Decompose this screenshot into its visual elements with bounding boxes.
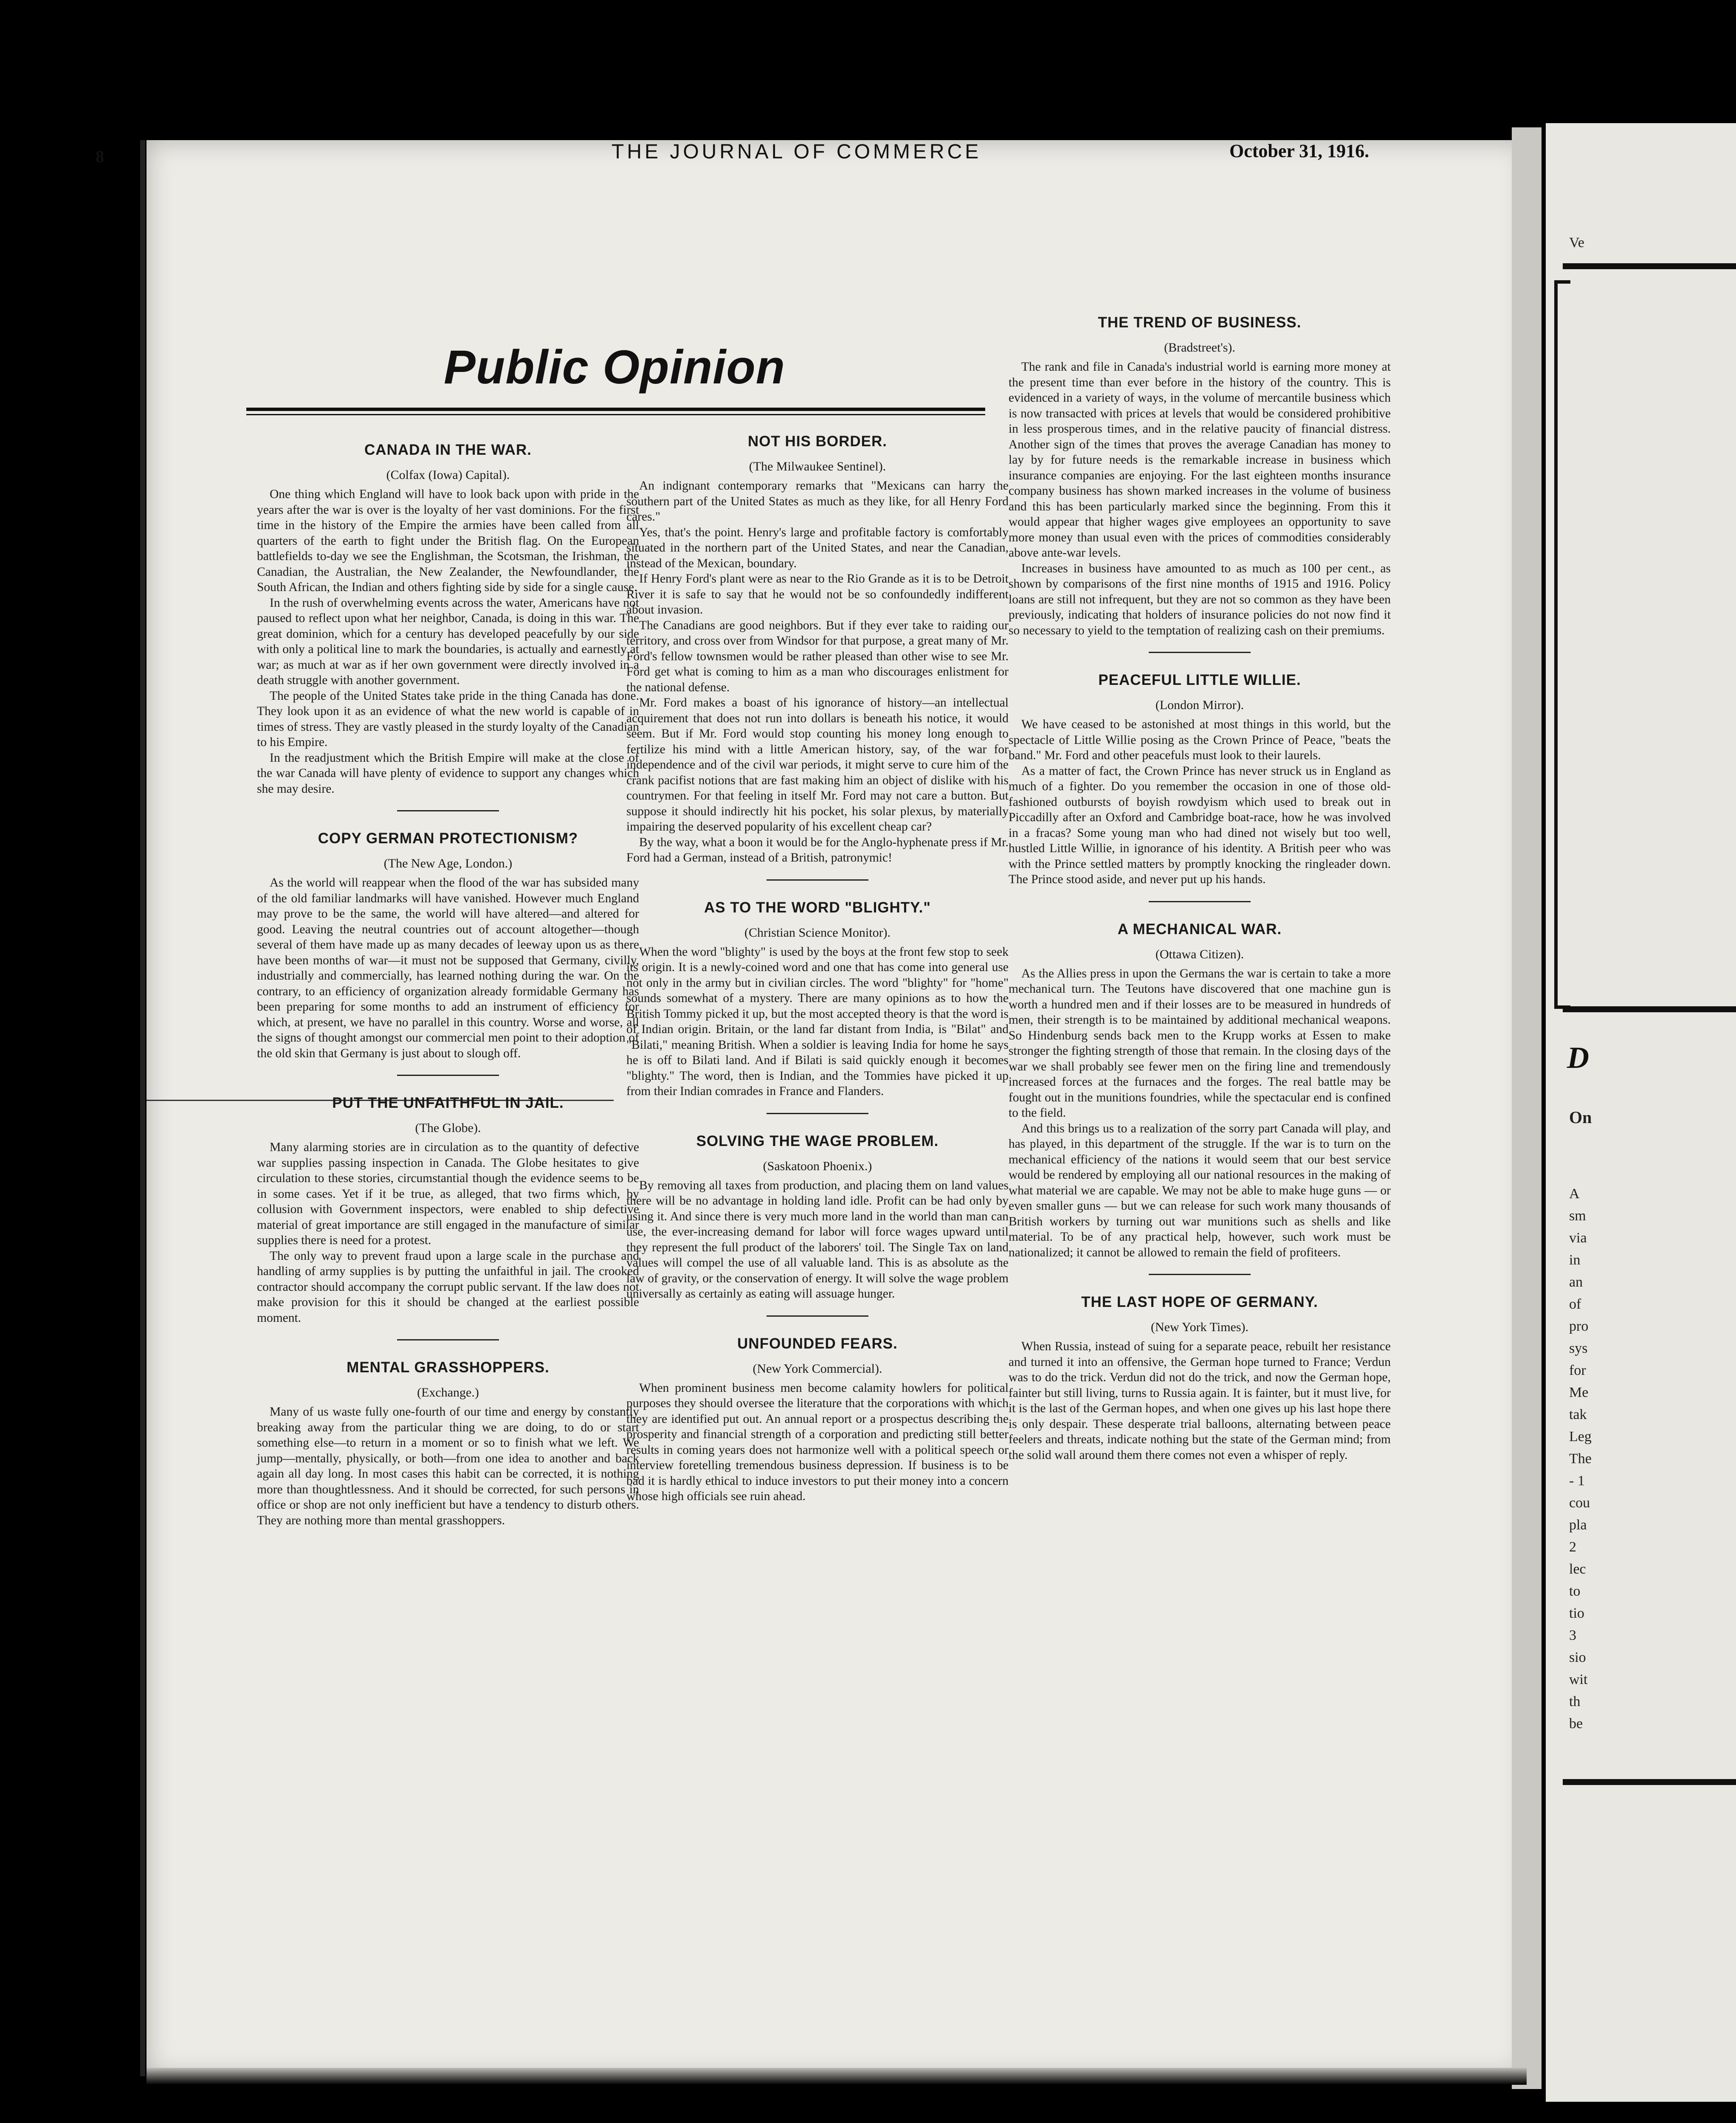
journal-title: THE JOURNAL OF COMMERCE: [612, 141, 982, 163]
article-headline: PUT THE UNFAITHFUL IN JAIL.: [332, 1095, 564, 1111]
article-headline: MENTAL GRASSHOPPERS.: [347, 1359, 550, 1376]
article-paragraph: Many of us waste fully one-fourth of our time and energy by constantly breaking away from the particular thing we are doing, to do or start something else—to return in a moment or so to finish what we left. We jump—mentally, physically, or both—from one idea to another and back again all day long. In most cases this habit can be corrected, it is nothing more than thoughtlessness. And it should be corrected, for such persons in office or shop are not only inefficient but have a tendency to disturb others. They are nothing more than mental grasshoppers.: [257, 1405, 639, 1527]
next-page-rule: [1563, 1006, 1736, 1012]
article-paragraph: As the Allies press in upon the Germans the war is certain to take a more mechanical turn. The Teutons have discovered that one machine gun is worth a hundred men and if their losses are to be measured in hundreds of men, their strength is to be maintained by additional mechanical weapons. So Hindenburg sends back men to the Krupp works at Essen to make stronger the fighting strength of those that remain. In the closing days of the war we shall probably see fewer men on the firing line and tremendously increased forces at the furnaces and the forges. The real battle may be fought out in the munitions foundries, while the spectacular end is confined to the field.: [1009, 966, 1391, 1120]
article-headline: AS TO THE WORD "BLIGHTY.": [704, 899, 931, 916]
article-paragraph: As a matter of fact, the Crown Prince has never struck us in England as much of a fighter. Do you remember the occasion in one of those old-fashioned outbursts of boyish rowdyism which used to break out in Piccadilly after an Oxford and Cambridge boat-race, how he was involved in a fracas? Some young man who had dined not wisely but too well, hustled Little Willie, in ignorance of his identity. A British peer who was with the Prince settled matters by promptly knocking the ringleader down. The Prince stood aside, and never put up his hands.: [1009, 764, 1391, 886]
next-page-fragment: be: [1569, 1716, 1583, 1732]
article-paragraph: Many alarming stories are in circulation as to the quantity of defective war supplies passing inspection in Canada. The Globe hesitates to give circulation to these stories, circumstantial though the evidence seems to be in some cases. Yet if it be true, as alleged, that two firms which, by collusion with Government inspectors, were enabled to ship defective material of great importance are still engaged in the manufacture of similar supplies there is need for a protest.: [257, 1140, 639, 1247]
article-paragraph: We have ceased to be astonished at most things in this world, but the spectacle of Little Willie posing as the Crown Prince of Peace, "beats the band." Mr. Ford and other peacefuls must look to their laurels.: [1009, 718, 1391, 762]
next-page-fragment: Ve: [1569, 235, 1584, 251]
next-page-fragment: sys: [1569, 1340, 1588, 1356]
article-source: (Colfax (Iowa) Capital).: [386, 468, 510, 482]
issue-date: October 31, 1916.: [1229, 141, 1370, 161]
page-number: 8: [96, 147, 104, 166]
article-paragraph: By the way, what a boon it would be for the Anglo-hyphenate press if Mr. Ford had a German, instead of a British, patronymic!: [626, 835, 1009, 864]
article-source: (Bradstreet's).: [1164, 341, 1235, 355]
next-page-fragment: for: [1569, 1363, 1586, 1378]
next-page-fragment: via: [1569, 1230, 1587, 1246]
next-page-fragment: lec: [1569, 1561, 1586, 1577]
next-page-fragment: - 1: [1569, 1473, 1585, 1489]
article: [257, 830, 639, 1061]
article-paragraph: As the world will reappear when the flood of the war has subsided many of the old familiar landmarks will have vanished. However much England may prove to be the same, the world will have altered—and altered for good. Leaving the neutral countries out of account altogether—though several of them have made up as many decades of leeway upon us as there have been months of war—it must not be supposed that Germany, civilly, industrially and commercially, has learned nothing during the war. On the contrary, to an efficiency of organization already formidable Germany has been preparing for some months to add an instrument of efficiency for which, at present, we have no parallel in this country. Worse and worse, all the signs of thought amongst our commercial men point to their adoption of the old skin that Germany is just about to slough off.: [257, 876, 639, 1060]
article-paragraph: The only way to prevent fraud upon a large scale in the purchase and handling of army supplies is by putting the unfaithful in jail. The crooked contractor should accompany the corrupt public servant. If the law does not make provision for this it should be changed at the earliest possible moment.: [257, 1249, 639, 1325]
article-body: [626, 1380, 1009, 1504]
column-2: [626, 433, 1009, 1518]
article: [626, 1335, 1009, 1504]
article-source: (Christian Science Monitor).: [744, 925, 891, 940]
next-page-fragment: Leg: [1569, 1429, 1592, 1444]
article-headline: NOT HIS BORDER.: [747, 433, 888, 450]
article-headline: COPY GERMAN PROTECTIONISM?: [318, 830, 578, 847]
article: [626, 1133, 1009, 1302]
article-separator: [397, 1075, 499, 1076]
next-page-fragment: A: [1569, 1186, 1580, 1202]
article-separator: [1149, 901, 1251, 902]
article-headline: SOLVING THE WAGE PROBLEM.: [696, 1132, 939, 1149]
article-paragraph: An indignant contemporary remarks that "Mexicans can harry the southern part of the United States as much as they like, for all Henry Ford cares.": [626, 479, 1009, 524]
article-paragraph: By removing all taxes from production, and placing them on land values there will be no advantage in holding land idle. Profit can be had only by using it. And since there is very much more land in the world than man can use, the ever-increasing demand for labor will force wages upward until they represent the full product of the laborers' toil. The Single Tax on land values will compel the use of all valuable land. This is as absolute as the law of gravity, or the conservation of energy. It will solve the wage problem universally as certainly as eating will assuage hunger.: [626, 1178, 1009, 1301]
adjacent-page: [1546, 123, 1736, 2102]
article-paragraph: In the readjustment which the British Empire will make at the close of the war Canada will have plenty of evidence to support any changes which she may desire.: [257, 751, 639, 796]
article-body: [257, 1140, 639, 1326]
article-body: [257, 1404, 639, 1528]
article-separator: [1149, 1274, 1251, 1275]
article-body: [1009, 1339, 1391, 1463]
title-rule: [246, 408, 985, 411]
next-page-fragment: th: [1569, 1694, 1581, 1709]
next-page-box: [1554, 280, 1570, 1009]
article-paragraph: Yes, that's the point. Henry's large and profitable factory is comfortably situated in the northern part of the United States, and near the Canadian, instead of the Mexican, boundary.: [626, 525, 1009, 570]
next-page-fragment: pro: [1569, 1318, 1589, 1334]
next-page-fragment: Me: [1569, 1385, 1589, 1400]
article: [257, 1359, 639, 1528]
article: [1009, 921, 1391, 1261]
next-page-fragment: sio: [1569, 1650, 1586, 1665]
next-page-fragment: of: [1569, 1296, 1581, 1312]
next-page-fragment: pla: [1569, 1517, 1587, 1533]
section-title: Public Opinion: [444, 341, 786, 394]
next-page-fragment: cou: [1569, 1495, 1590, 1511]
article-body: [1009, 966, 1391, 1261]
next-page-rule: [1563, 263, 1736, 269]
article-source: (Saskatoon Phoenix.): [763, 1159, 872, 1173]
article-source: (New York Times).: [1150, 1320, 1249, 1334]
title-rule-thin: [246, 414, 985, 415]
article-separator: [1149, 652, 1251, 653]
next-page-fragment: tio: [1569, 1605, 1584, 1621]
article-source: (Exchange.): [417, 1385, 479, 1399]
article: [257, 1095, 639, 1326]
article-paragraph: When prominent business men become calamity howlers for political purposes they should oversee the literature that the corporations with which they are identified put out. An annual report or a prospectus describing the prosperity and financial strength of a corporation and predicting still better results in coming years does not harmonize well with a political speech or interview foretelling tremendous business depression. If business is to be bad it is hardly ethical to induce investors to put their money into a concern whose high officials see ruin ahead.: [626, 1381, 1009, 1503]
article: [1009, 1294, 1391, 1463]
article-paragraph: In the rush of overwhelming events across the water, Americans have not paused to reflect upon what her neighbor, Canada, is doing in this war. The great dominion, which for a century has developed peacefully by our side with only a political line to mark the boundaries, is actually and earnestly at war; as much at war as if her own government were directly involved in a death struggle with another government.: [257, 596, 639, 687]
next-page-fragment: wit: [1569, 1672, 1588, 1687]
article: [257, 442, 639, 797]
article-headline: THE LAST HOPE OF GERMANY.: [1081, 1294, 1318, 1310]
article: [1009, 314, 1391, 638]
article-headline: CANADA IN THE WAR.: [364, 442, 532, 458]
next-page-fragment: to: [1569, 1583, 1581, 1599]
article: [626, 433, 1009, 866]
article-paragraph: Mr. Ford makes a boast of his ignorance of history—an intellectual acquirement that does not run into dollars is beneath his notice, it would seem. But if Mr. Ford would stop counting his money long enough to fertilize his mind with a little American history, say, of the war for independence and of the civil war periods, it might serve to cure him of the crank pacifist notions that are fast making him an object of dislike with his countrymen. For that feeling in itself Mr. Ford may not care a button. But suppose it should indirectly hit his pocket, his solar plexus, by materially impairing the deserved popularity of his excellent cheap car?: [626, 696, 1009, 833]
article-paragraph: The rank and file in Canada's industrial world is earning more money at the present time than ever before in the history of the country. This is evidenced in a variety of ways, in the volume of mercantile business which is now transacted with prices at levels that would be considered prohibitive in less prosperous times, and in the relative paucity of financial distress. Another sign of the times that proves the average Canadian has money to lay by for future needs is the remarkable increase in business which insurance companies are enjoying. For the last eighteen months insurance company business has shown marked increases in the volume of business and this has been particularly marked since the beginning. From this it would appear that higher wages give employees an opportunity to save more money than usual even with the prices of commodities considerably above ante-war levels.: [1009, 360, 1391, 560]
next-page-fragment: an: [1569, 1274, 1583, 1290]
article: [626, 899, 1009, 1099]
article-paragraph: When the word "blighty" is used by the boys at the front few stop to seek its origin. It is a newly-coined word and one that has come into general use not only in the army but in civilian circles. The word "blighty" for "home" sounds somewhat of a mystery. There are many opinions as to how the British Tommy picked it up, but the most accepted theory is that the word is of Indian origin. Britain, or the land far distant from India, is "Bilat" and "Bilati," meaning British. When a soldier is leaving India for home he says he is off to Bilati land. And if Bilati is said quickly enough it becomes "blighty." The word, then is Indian, and the Tommies have picked it up from their Indian comrades in France and Flanders.: [626, 945, 1009, 1098]
article-source: (New York Commercial).: [752, 1361, 882, 1376]
next-page-fragment: 2: [1569, 1539, 1576, 1555]
article-paragraph: The Canadians are good neighbors. But if they ever take to raiding our territory, and cross over from Windsor for that purpose, a great many of Mr. Ford's fellow townsmen would be rather pleased than other wise to see Mr. Ford get what is coming to him as a man who discourages enlistment for the national defense.: [626, 618, 1009, 694]
next-page-rule: [1563, 1779, 1736, 1785]
article-separator: [397, 1339, 499, 1340]
article-separator: [767, 1113, 868, 1114]
page-left-edge: [140, 140, 145, 2076]
article-source: (London Mirror).: [1155, 698, 1244, 712]
column-1: [257, 442, 639, 1542]
next-page-fragment: tak: [1569, 1407, 1587, 1422]
column-3: [1009, 314, 1391, 1476]
article-paragraph: When Russia, instead of suing for a separate peace, rebuilt her resistance and turned it into an offensive, the German hope turned to France; Verdun was to do the trick. Verdun did not do the trick, and now the German hope, fainter but still living, turns to Russia again. It is fainter, but it must live, for it is the last of the German hopes, and when one gives up his last hope there is only despair. These desperate trial balloons, alternating between peace feelers and threats, indicate nothing but the state of the German mind; from the solid wall around them there comes not even a whisper of reply.: [1009, 1340, 1391, 1462]
article-paragraph: And this brings us to a realization of the sorry part Canada will play, and has played, in this department of the struggle. If the war is to turn on the mechanical efficiency of the nations it would seem that our best service would be rendered by employing all our national resources in the making of what material we are capable. We may not be able to make huge guns — or even smaller guns — but we can release for such work many thousands of British workers by turning out war munitions such as shells and like material. To be of any practical help, however, such work must be nationalized; it cannot be allowed to remain the field of profiteers.: [1009, 1121, 1391, 1259]
article: [1009, 672, 1391, 887]
article-source: (The Milwaukee Sentinel).: [749, 459, 886, 473]
page-bottom-edge: [147, 2068, 1527, 2085]
article-body: [257, 487, 639, 797]
next-page-fragment: The: [1569, 1451, 1592, 1467]
next-page-fragment: 3: [1569, 1627, 1576, 1643]
next-page-heading-fragment: D: [1567, 1041, 1589, 1075]
article-headline: A MECHANICAL WAR.: [1117, 921, 1282, 938]
next-page-fragment: sm: [1569, 1208, 1586, 1224]
next-page-fragment: On: [1569, 1108, 1592, 1127]
article-source: (Ottawa Citizen).: [1155, 947, 1244, 961]
article-separator: [767, 879, 868, 881]
article-source: (The Globe).: [415, 1121, 481, 1135]
article-body: [257, 875, 639, 1061]
article-paragraph: The people of the United States take pride in the thing Canada has done. They look upon it as an evidence of what the new world is capable of in times of stress. They are vastly pleased in the sturdy loyalty of the Canadian to his Empire.: [257, 689, 639, 749]
article-headline: UNFOUNDED FEARS.: [737, 1335, 898, 1352]
page-fold-edge: [1512, 127, 1542, 2089]
article-paragraph: Increases in business have amounted to as much as 100 per cent., as shown by comparisons of the first nine months of 1915 and 1916. Policy loans are still not infrequent, but they are not so common as they have been previously, indicating that holders of insurance policies do not now find it so necessary to yield to the temptation of realizing cash on their premiums.: [1009, 561, 1391, 637]
next-page-fragment: in: [1569, 1252, 1581, 1268]
article-headline: THE TREND OF BUSINESS.: [1098, 314, 1302, 331]
article-body: [1009, 717, 1391, 887]
article-body: [626, 478, 1009, 866]
article-body: [626, 1178, 1009, 1302]
article-separator: [397, 810, 499, 811]
article-body: [1009, 359, 1391, 638]
article-source: (The New Age, London.): [383, 856, 513, 870]
article-separator: [767, 1315, 868, 1317]
article-paragraph: If Henry Ford's plant were as near to the Rio Grande as it is to be Detroit River it is safe to say that he would not be so confoundedly indifferent about invasion.: [626, 572, 1009, 617]
article-paragraph: One thing which England will have to look back upon with pride in the years after the war is over is the loyalty of her vast dominions. For the first time in the history of the Empire the armies have been called from all quarters of the earth to fight under the British flag. On the European battlefields to-day we see the Englishman, the Scotsman, the Irishman, the Canadian, the Australian, the New Zealander, the Newfoundlander, the South African, the Indian and others fighting side by side for a single cause.: [257, 487, 639, 594]
article-headline: PEACEFUL LITTLE WILLIE.: [1098, 672, 1301, 688]
article-body: [626, 944, 1009, 1099]
